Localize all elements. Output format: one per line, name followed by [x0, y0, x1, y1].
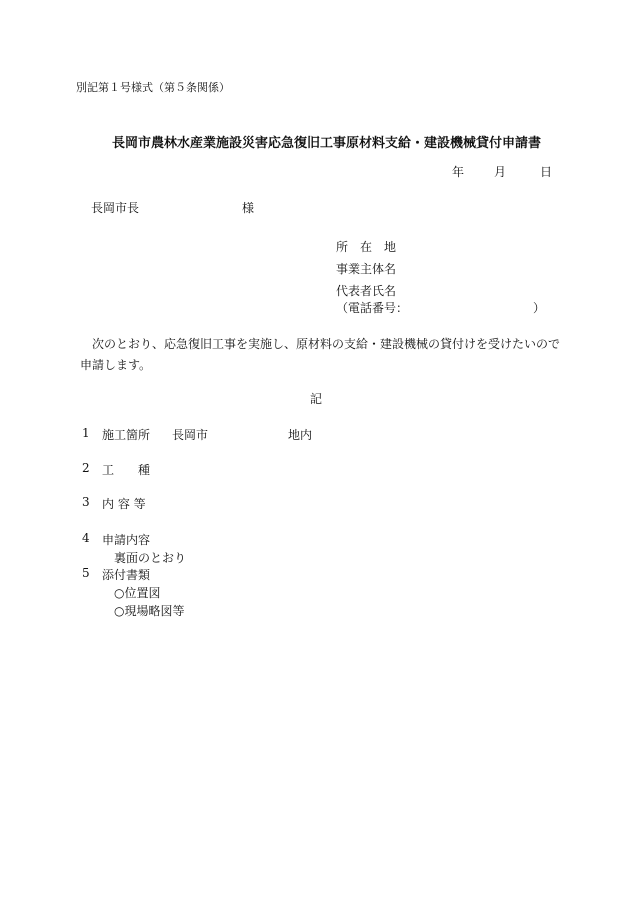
application-body-text: 次のとおり、応急復旧工事を実施し、原材料の支給・建設機械の貸付けを受けたいので申請します。 — [80, 337, 561, 372]
item-5-label: 添付書類 — [102, 568, 151, 582]
item-1-city: 長岡市 — [172, 428, 209, 442]
item-3-label: 内 容 等 — [102, 497, 146, 511]
date-year-label: 年 — [452, 165, 465, 179]
item-1-number: 1 — [82, 426, 90, 440]
item-4-sub: 裏面のとおり — [114, 551, 187, 565]
item-1-suffix: 地内 — [288, 428, 313, 442]
addressee-honorific: 様 — [242, 201, 255, 215]
item-5-number: 5 — [82, 566, 90, 580]
attachment-item: ○位置図 — [114, 586, 161, 600]
applicant-phone-open: （電話番号： — [336, 301, 409, 315]
item-2-number: 2 — [82, 461, 90, 475]
addressee-name: 長岡市長 — [91, 201, 140, 215]
applicant-entity-label: 事業主体名 — [336, 262, 397, 276]
item-3-number: 3 — [82, 495, 90, 509]
applicant-representative-label: 代表者氏名 — [336, 284, 397, 298]
attachment-item: ○現場略図等 — [114, 604, 185, 618]
item-4-number: 4 — [82, 531, 90, 545]
date-month-label: 月 — [494, 165, 507, 179]
form-title: 長岡市農林水産業施設災害応急復旧工事原材料支給・建設機械貸付申請書 — [112, 136, 542, 151]
item-4-label: 申請内容 — [102, 533, 151, 547]
applicant-location-label: 所 在 地 — [336, 240, 397, 254]
date-day-label: 日 — [540, 165, 553, 179]
applicant-phone-close: ） — [533, 301, 546, 315]
ki-heading: 記 — [310, 392, 323, 406]
item-1-label: 施工箇所 — [102, 428, 151, 442]
form-id-label: 別記第１号様式（第５条関係） — [76, 81, 230, 94]
item-2-label: 工 種 — [102, 463, 151, 477]
